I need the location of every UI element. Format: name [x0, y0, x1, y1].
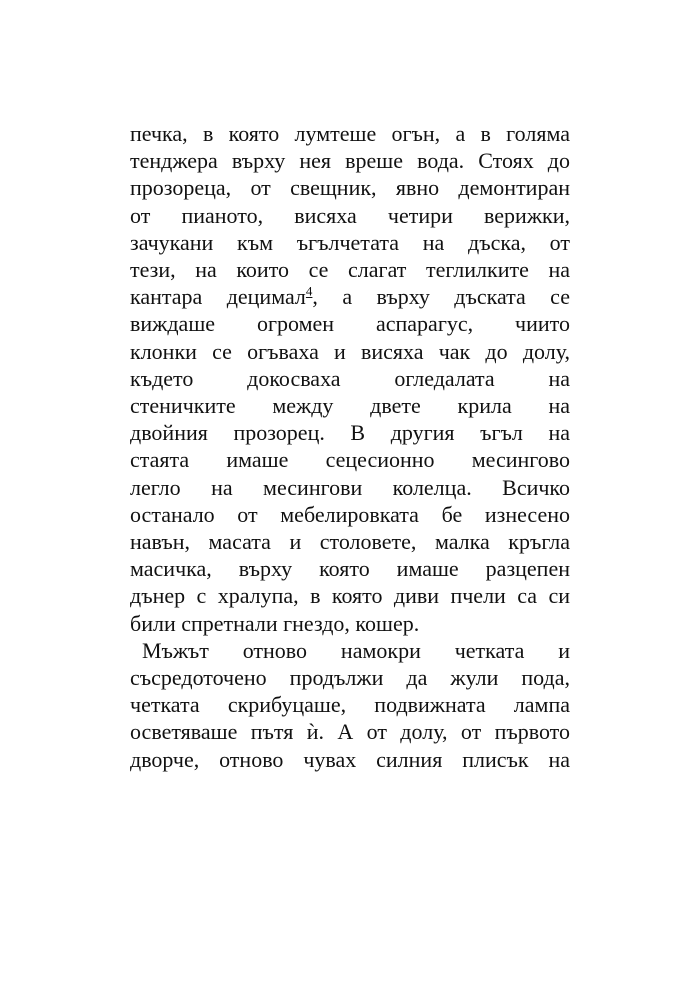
- text-line: двойния прозорец. В другия ъгъл на: [130, 420, 570, 446]
- page-text: [130, 120, 570, 773]
- text-line-end: , а върху дъската се: [312, 284, 570, 310]
- text-line: печка, в която лумтеше огън, а в голяма: [130, 121, 570, 146]
- text-line: били спретнали гнездо, кошер.: [130, 610, 420, 636]
- text-line: където докосваха огледалата на: [130, 365, 570, 391]
- text-line: четката скрибуцаше, подвижната лампа: [130, 692, 570, 718]
- text-line: тенджера върху нея вреше вода. Стоях до: [130, 148, 570, 174]
- text-line: останало от мебелировката бе изнесено: [130, 501, 570, 527]
- text-line: клонки се огъваха и висяха чак до долу,: [130, 338, 570, 364]
- text-line: Мъжът отново намокри четката и: [142, 637, 570, 663]
- text-line: масичка, върху която имаше разцепен: [130, 556, 570, 582]
- text-line: тези, на които се слагат теглилките на: [130, 257, 570, 283]
- text-line: съсредоточено продължи да жули пода,: [130, 665, 570, 691]
- text-line: прозореца, от свещник, явно демонтиран: [130, 175, 570, 201]
- footnote-marker[interactable]: 4: [305, 283, 313, 299]
- text-line: навън, масата и столовете, малка кръгла: [130, 529, 570, 555]
- text-line: от пианото, висяха четири верижки,: [130, 202, 570, 228]
- paragraph-2: [130, 637, 570, 773]
- text-line: дънер с хралупа, в която диви пчели са си: [130, 583, 570, 609]
- text-line-start: кантара децимал: [130, 284, 306, 310]
- text-line: стаята имаше сецесионно месингово: [130, 447, 570, 473]
- text-line: легло на месингови колелца. Всичко: [130, 474, 570, 500]
- text-line: стеничките между двете крила на: [130, 393, 570, 419]
- paragraph-1: [130, 120, 570, 637]
- text-line-with-footnote: [130, 283, 570, 310]
- text-line: осветяваше пътя ѝ. А от долу, от първото: [130, 719, 570, 745]
- text-line: зачукани към ъгълчетата на дъска, от: [130, 229, 570, 255]
- text-line: дворче, отново чувах силния плисък на: [130, 746, 570, 772]
- text-line: виждаше огромен аспарагус, чиито: [130, 311, 570, 337]
